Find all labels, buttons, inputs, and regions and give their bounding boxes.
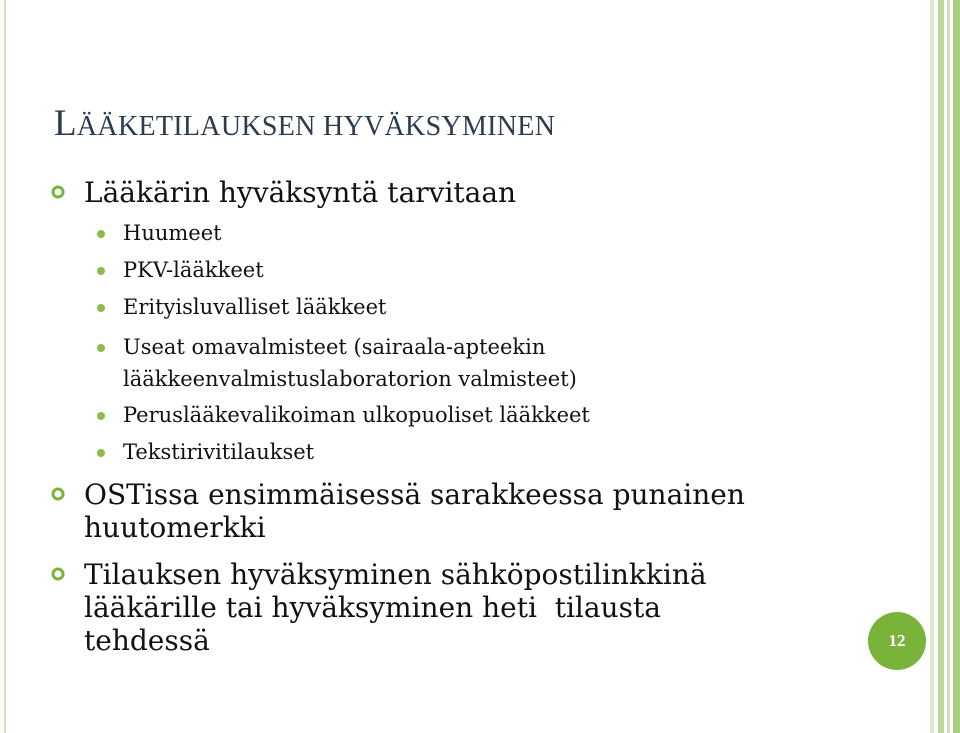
page-number-badge bbox=[868, 612, 926, 670]
dot-bullet-icon bbox=[97, 304, 105, 312]
bullet-item-2 bbox=[84, 478, 864, 544]
right-bar-4 bbox=[953, 0, 960, 733]
sub-item-4 bbox=[123, 330, 545, 364]
hollow-circle-bullet-icon bbox=[51, 487, 65, 501]
bullet-item-2-line-2: huutomerkki bbox=[84, 511, 266, 544]
sub-item-text: lääkkeenvalmistuslaboratorion valmisteet) bbox=[123, 367, 577, 391]
right-decorative-bars bbox=[930, 0, 960, 733]
dot-bullet-icon bbox=[97, 344, 105, 352]
sub-item-4-continued bbox=[123, 362, 577, 396]
sub-item-5 bbox=[123, 398, 590, 432]
hollow-circle-bullet-icon bbox=[51, 567, 65, 581]
sub-item-text: Useat omavalmisteet (sairaala-apteekin bbox=[123, 335, 546, 359]
title-cap: L bbox=[54, 103, 77, 144]
sub-item-1 bbox=[123, 216, 222, 250]
bullet-item-1-text: Lääkärin hyväksyntä tarvitaan bbox=[84, 176, 517, 209]
title-rest: ÄÄKETILAUKSEN HYVÄKSYMINEN bbox=[76, 111, 556, 142]
sub-item-text: Peruslääkevalikoiman ulkopuoliset lääkkeet bbox=[123, 403, 590, 427]
sub-item-6 bbox=[123, 435, 314, 469]
bullet-item-2-line-1: OSTissa ensimmäisessä sarakkeessa punainen bbox=[84, 478, 745, 511]
hollow-circle-bullet-icon bbox=[51, 185, 65, 199]
dot-bullet-icon bbox=[97, 267, 105, 275]
sub-item-2 bbox=[123, 253, 264, 287]
bullet-item-3 bbox=[84, 558, 864, 657]
sub-item-text: Huumeet bbox=[123, 221, 222, 245]
dot-bullet-icon bbox=[97, 412, 105, 420]
bullet-item-3-line-3: tehdessä bbox=[84, 624, 210, 657]
dot-bullet-icon bbox=[97, 449, 105, 457]
sub-item-text: Erityisluvalliset lääkkeet bbox=[123, 295, 387, 319]
page-number: 12 bbox=[888, 631, 906, 650]
left-border-line bbox=[4, 0, 6, 733]
bullet-item-3-line-1: Tilauksen hyväksyminen sähköpostilinkkinä bbox=[84, 558, 707, 591]
right-bar-1 bbox=[930, 0, 934, 733]
sub-item-3 bbox=[123, 290, 386, 324]
right-bar-2 bbox=[938, 0, 944, 733]
right-bar-3 bbox=[947, 0, 950, 733]
slide-title bbox=[54, 102, 555, 145]
dot-bullet-icon bbox=[97, 230, 105, 238]
sub-item-text: Tekstirivitilaukset bbox=[123, 440, 315, 464]
sub-item-text: PKV-lääkkeet bbox=[123, 258, 264, 282]
bullet-item-3-line-2: lääkärille tai hyväksyminen heti tilausta bbox=[84, 591, 661, 624]
bullet-item-1 bbox=[84, 176, 864, 209]
